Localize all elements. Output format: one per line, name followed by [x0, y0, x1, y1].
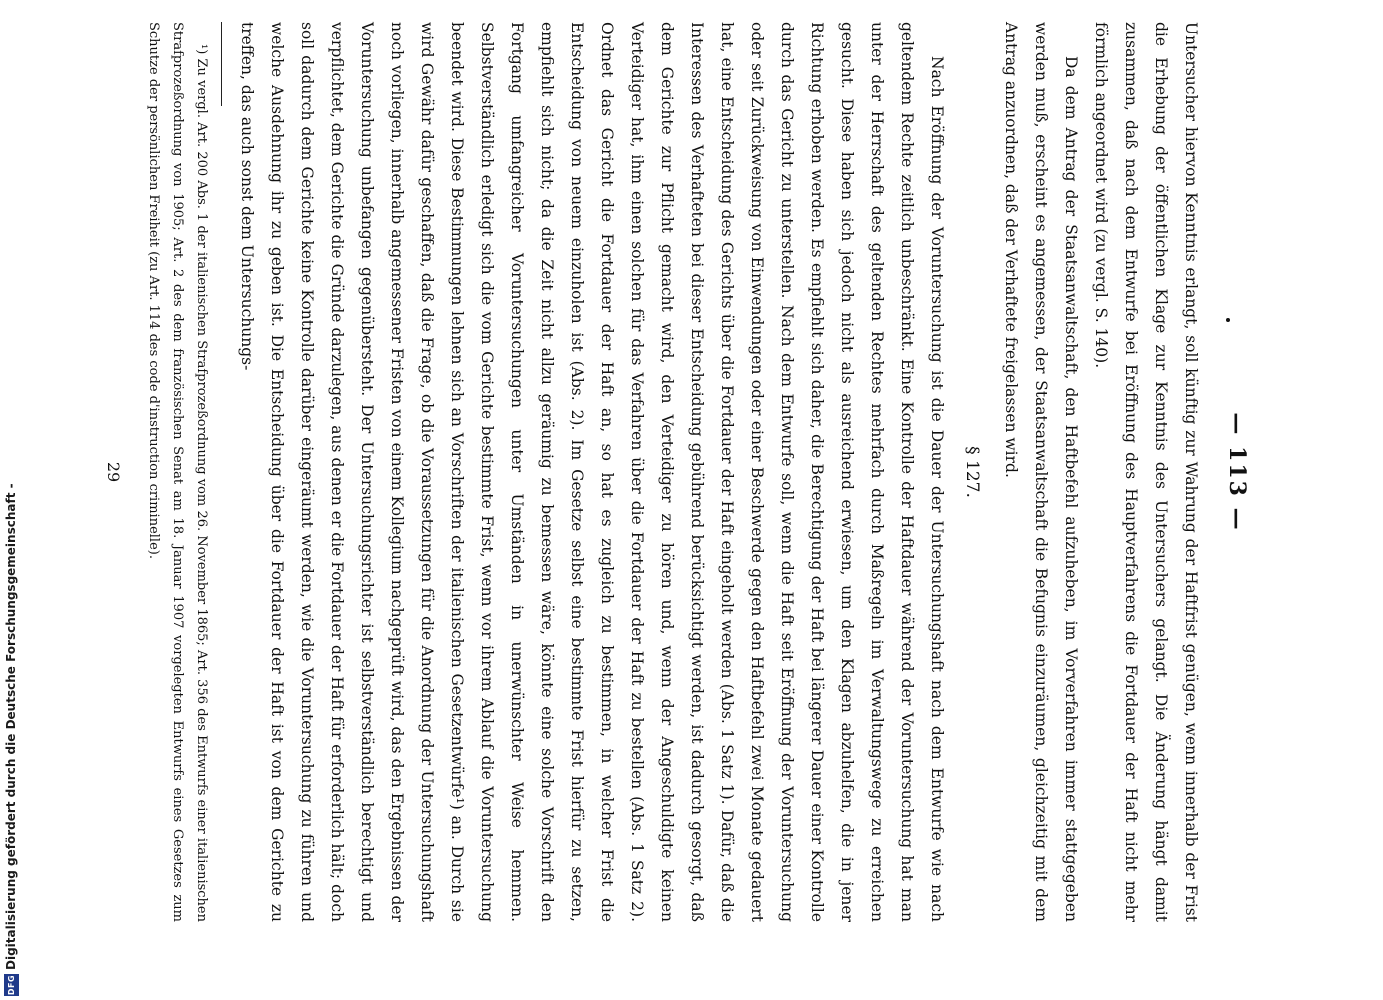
footnote-divider: [221, 22, 222, 106]
dfg-logo-icon: DFG: [4, 974, 19, 996]
credit-line: [2, 6, 20, 996]
digitization-credit: [0, 0, 24, 1000]
section-paragraph: Nach Eröffnung der Voruntersuchung ist die Dauer der Untersuchungshaft nach dem Entwurfe wie nach geltendem Rechte zeitlich unbeschränkt. Eine Kontrolle der Haftdauer während der Voruntersuchung hat man unter der Herrschaft des geltenden Rechtes mehrfach durch Maßregeln im Verwaltungswege zu erreichen gesucht. Diese haben sich jedoch nicht als ausreichend erwiesen, um den Klagen abzuhelfen, die in jener Richtung erhoben werden. Es empfiehlt sich daher, die Berechtigung der Haft bei längerer Dauer einer Kontrolle durch das Gericht zu unterstellen. Nach dem Entwurfe soll, wenn die Haft seit Eröffnung der Voruntersuchung oder seit Zurückweisung von Einwendungen oder einer Beschwerde gegen den Haftbefehl zwei Monate gedauert hat, eine Entscheidung des Gerichts über die Fortdauer der Haft eingeholt werden (Abs. 1 Satz 1). Dafür, daß die Interessen des Verhafteten bei dieser Entscheidung gebührend berücksichtigt werden, ist dadurch gesorgt, daß dem Gerichte zur Pflicht gemacht wird, den Verteidiger zu hören und, wenn der Angeschuldigte keinen Verteidiger hat, ihm einen solchen für das Verfahren über die Fortdauer der Haft zu bestellen (Abs. 1 Satz 2). Ordnet das Gericht die Fortdauer der Haft an, so hat es zugleich zu bestimmen, in welcher Frist die Entscheidung von neuem einzuholen ist (Abs. 2). Im Gesetze selbst eine bestimmte Frist hierfür zu setzen, empfiehlt sich nicht; da die Zeit nicht allzu geräumig zu bemessen wäre, könnte eine solche Vorschrift den Fortgang umfangreicher Voruntersuchungen unter Umständen in unerwünschter Weise hemmen. Selbstverständlich erledigt sich die vom Gerichte bestimmte Frist, wenn vor ihrem Ablauf die Voruntersuchung beendet wird. Diese Bestimmungen lehnen sich an Vorschriften der italienischen Gesetzentwürfe¹) an. Durch sie wird Gewähr dafür geschaffen, daß die Frage, ob die Voraussetzungen für die Anordnung der Untersuchungshaft noch vorliegen, innerhalb angemessener Fristen von einem Kollegium nachgeprüft wird, das den Ergebnissen der Voruntersuchung unbefangen gegenübersteht. Der Untersuchungsrichter ist selbstverständlich berechtigt und verpflichtet, dem Gerichte die Gründe darzulegen, aus denen er die Fortdauer der Haft für erforderlich hält; doch soll dadurch dem Gerichte keine Kontrolle darüber eingeräumt werden, wie die Voruntersuchung zu führen und welche Ausdehnung ihr zu geben ist. Die Entscheidung über die Fortdauer der Haft ist von dem Gerichte zu treffen, das auch sonst dem Untersuchungs-: [238, 22, 946, 922]
section-heading: § 127.: [962, 446, 982, 498]
scanned-page: [90, 22, 1250, 922]
page-content: [100, 22, 1250, 922]
page-number: — 113 —: [1224, 412, 1250, 532]
sheet-number: 29: [104, 461, 123, 483]
paragraph-2: Da dem Antrag der Staatsanwaltschaft, den Haftbefehl aufzuheben, im Vorverfahren immer stattgegeben werden muß, erscheint es angemessen, der Staatsanwaltschaft die Befugnis einzuräumen, gleichzeitig mit dem Antrag anzuordnen, daß der Verhaftete freigelassen wird.: [1002, 22, 1080, 922]
paragraph-1: Untersucher hiervon Kenntnis erlangt, soll künftig zur Wahrung der Haftfrist genügen, wenn innerhalb der Frist die Erhebung der öffentlichen Klage zur Kenntnis des Untersuchers gelangt. Die Änderung hängt damit zusammen, daß nach dem Entwurfe bei Eröffnung des Hauptverfahrens die Fortdauer der Haft nicht mehr förmlich angeordnet wird (zu vergl. S. 140).: [1092, 22, 1200, 922]
credit-text: Digitalisierung gefördert durch die Deutsche Forschungsgemeinschaft -: [4, 483, 18, 970]
footnote: ¹) Zu vergl. Art. 200 Abs. 1 der italienischen Strafprozeßordnung vom 26. November 1865; Art. 356 des Entwurfs einer italienischen Strafprozeßordnung von 1905; Art. 2 des dem französischen Senat am 18. Januar 1907 vorgelegten Entwurfs eines Gesetzes zum Schutze der persönlichen Freiheit (zu Art. 114 des code d'instruction criminelle).: [146, 22, 209, 922]
